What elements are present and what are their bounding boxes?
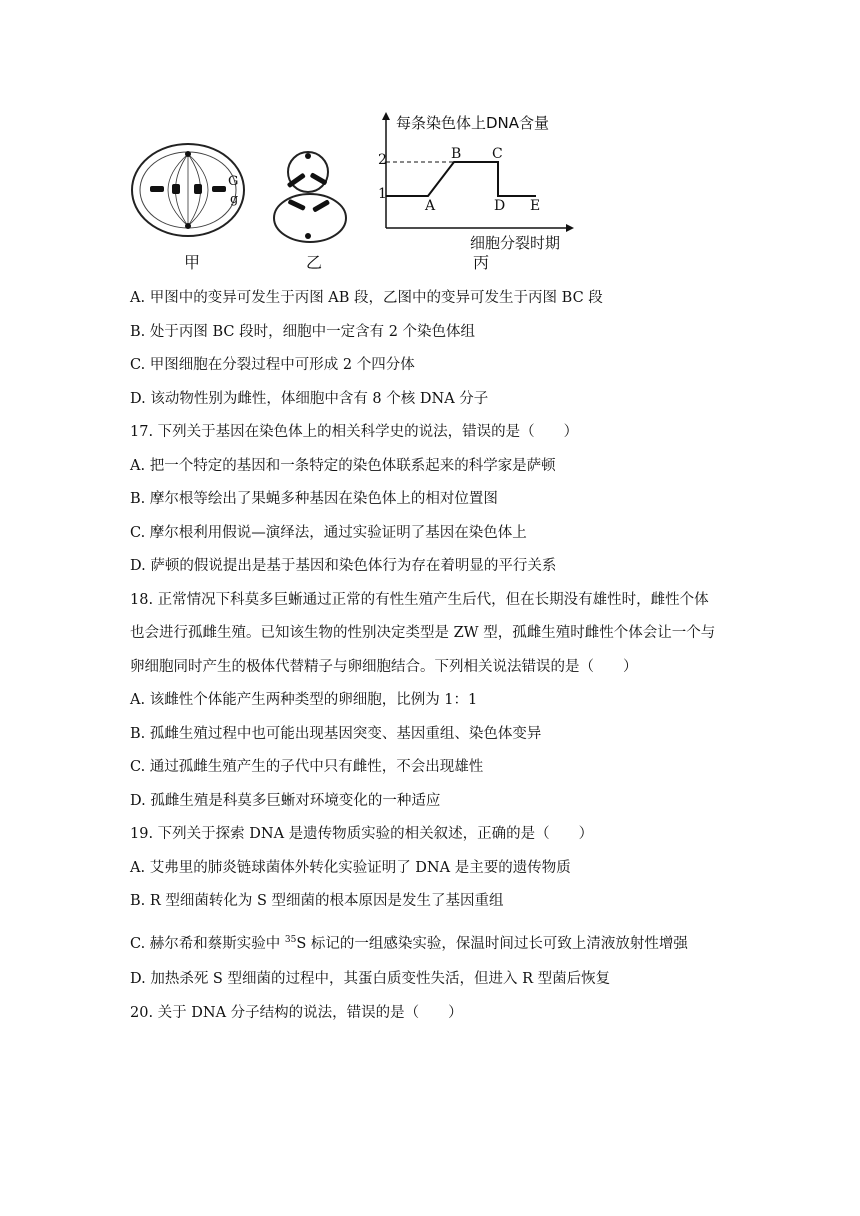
isotope-superscript: 35 [284, 935, 297, 945]
cell-diagram-yi [268, 150, 353, 245]
q18-option-d: D. 孤雌生殖是科莫多巨蜥对环境变化的一种适应 [130, 792, 441, 809]
gene-label-g: g [230, 192, 239, 207]
figure-row [128, 110, 588, 275]
y-axis-label: 每条染色体上DNA含量 [396, 114, 550, 132]
q19-option-c-pre: C. 赫尔希和蔡斯实验中 [130, 936, 285, 952]
y-tick-2: 2 [378, 152, 387, 168]
point-label-A: A [425, 198, 436, 214]
question-text [130, 288, 750, 1036]
q19-option-c [130, 930, 750, 951]
q19-option-b: B. R 型细菌转化为 S 型细菌的根本原因是发生了基因重组 [130, 893, 504, 909]
q19-stem: 19. 下列关于探索 DNA 是遗传物质实验的相关叙述，正确的是（ ） [130, 826, 594, 842]
caption-jia: 甲 [184, 253, 201, 272]
q19-option-a: A. 艾弗里的肺炎链球菌体外转化实验证明了 DNA 是主要的遗传物质 [130, 859, 571, 876]
q18-option-a: A. 该雌性个体能产生两种类型的卵细胞，比例为 1：1 [130, 692, 478, 708]
q17-option-c: C. 摩尔根利用假说—演绎法，通过实验证明了基因在染色体上 [130, 524, 527, 541]
caption-yi: 乙 [306, 253, 323, 272]
q18-option-c: C. 通过孤雌生殖产生的子代中只有雌性，不会出现雄性 [130, 759, 484, 775]
point-label-B: B [451, 146, 462, 162]
y-tick-1: 1 [378, 186, 387, 202]
point-label-D: D [494, 198, 506, 214]
cell-diagram-jia [128, 140, 253, 240]
q17-option-b: B. 摩尔根等绘出了果蝇多种基因在染色体上的相对位置图 [130, 491, 498, 507]
q16-option-d: D. 该动物性别为雌性，体细胞中含有 8 个核 DNA 分子 [130, 390, 489, 407]
q18-stem-line-3: 卵细胞同时产生的极体代替精子与卵细胞结合。下列相关说法错误的是（ ） [130, 658, 638, 675]
q19-option-d: D. 加热杀死 S 型细菌的过程中，其蛋白质变性失活，但进入 R 型菌后恢复 [130, 971, 611, 987]
point-label-E: E [530, 198, 541, 214]
q18-stem-line-2: 也会进行孤雌生殖。已知该生物的性别决定类型是 ZW 型，孤雌生殖时雌性个体会让一个与 [130, 625, 716, 641]
x-axis-label: 细胞分裂时期 [470, 234, 561, 252]
q16-option-c: C. 甲图细胞在分裂过程中可形成 2 个四分体 [130, 357, 415, 373]
q17-option-a: A. 把一个特定的基因和一条特定的染色体联系起来的科学家是萨顿 [130, 457, 556, 474]
caption-bing: 丙 [473, 253, 490, 272]
q18-option-b: B. 孤雌生殖过程中也可能出现基因突变、基因重组、染色体变异 [130, 725, 542, 742]
q18-stem-line-1: 18. 正常情况下科莫多巨蜥通过正常的有性生殖产生后代，但在长期没有雄性时，雌性个体 [130, 591, 709, 608]
q20-stem: 20. 关于 DNA 分子结构的说法，错误的是（ ） [130, 1004, 463, 1021]
q17-option-d: D. 萨顿的假说提出是基于基因和染色体行为存在着明显的平行关系 [130, 558, 557, 574]
q19-option-c-post: S 标记的一组感染实验，保温时间过长可致上清液放射性增强 [296, 936, 688, 952]
q16-option-a: A. 甲图中的变异可发生于丙图 AB 段，乙图中的变异可发生于丙图 BC 段 [130, 290, 603, 306]
point-label-C: C [492, 146, 503, 162]
q16-option-b: B. 处于丙图 BC 段时，细胞中一定含有 2 个染色体组 [130, 323, 476, 340]
gene-label-G: G [228, 174, 239, 189]
q17-stem: 17. 下列关于基因在染色体上的相关科学史的说法，错误的是（ ） [130, 424, 579, 440]
